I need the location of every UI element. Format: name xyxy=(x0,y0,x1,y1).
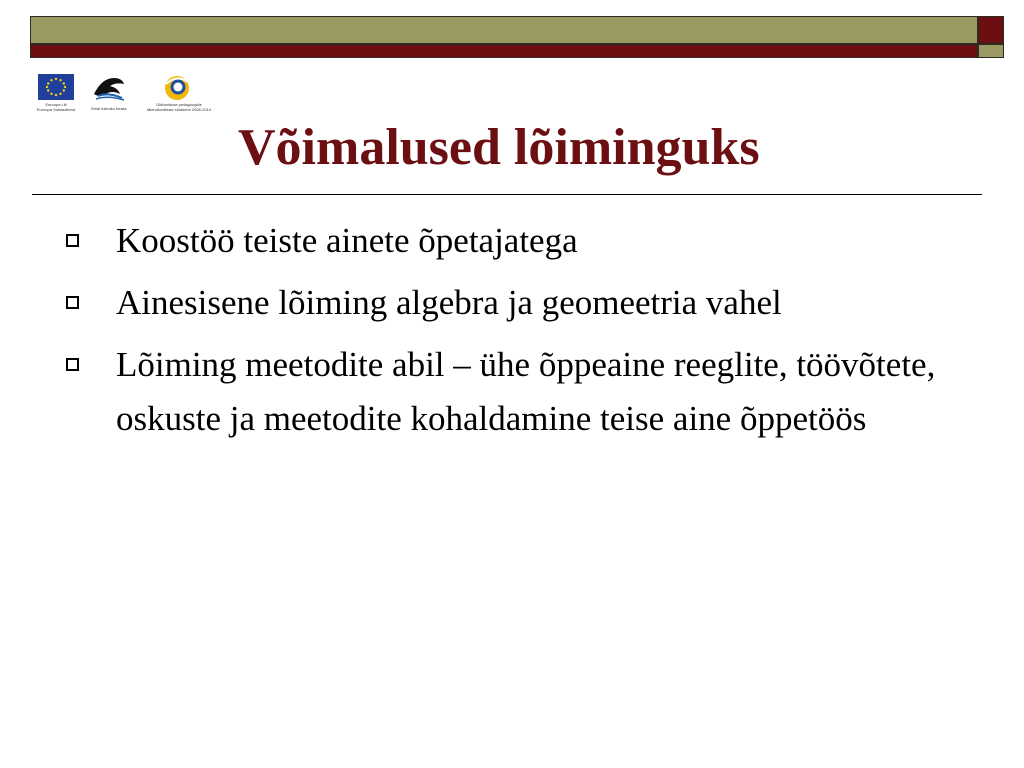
bullet-item xyxy=(60,214,960,268)
bullet-text: Koostöö teiste ainete õpetajatega xyxy=(116,221,578,260)
hollow-square-bullet-icon xyxy=(66,296,79,309)
hollow-square-bullet-icon xyxy=(66,234,79,247)
header-bar-maroon xyxy=(30,44,978,58)
eu-logo-caption: Euroopa Liit Euroopa Sotsiaalfond xyxy=(36,102,76,112)
bullet-item xyxy=(60,338,960,446)
corner-square-olive xyxy=(978,44,1004,58)
bullet-item xyxy=(60,276,960,330)
bullet-list xyxy=(60,214,960,454)
corner-square-maroon xyxy=(978,16,1004,44)
header-bar-olive xyxy=(30,16,978,44)
swallow-logo-caption: Eesti tuleviku heaks xyxy=(91,106,127,111)
title-divider xyxy=(32,194,982,195)
estonian-swallow-icon xyxy=(92,74,126,107)
program-logo-caption: Üldhariduse pedagoogide täiendkoolituse süsteemi 2008-2014 xyxy=(146,102,212,112)
bullet-text: Ainesisene lõiming algebra ja geomeetria vahel xyxy=(116,283,782,322)
bullet-text: Lõiming meetodite abil – ühe õppeaine reeglite, töövõtete, oskuste ja meetodite kohaldamine teise aine õppetöös xyxy=(116,345,936,438)
slide-title: Võimalused lõiminguks xyxy=(238,119,760,176)
eu-flag-icon xyxy=(38,74,74,105)
hollow-square-bullet-icon xyxy=(66,358,79,371)
sponsor-logos xyxy=(20,70,220,122)
